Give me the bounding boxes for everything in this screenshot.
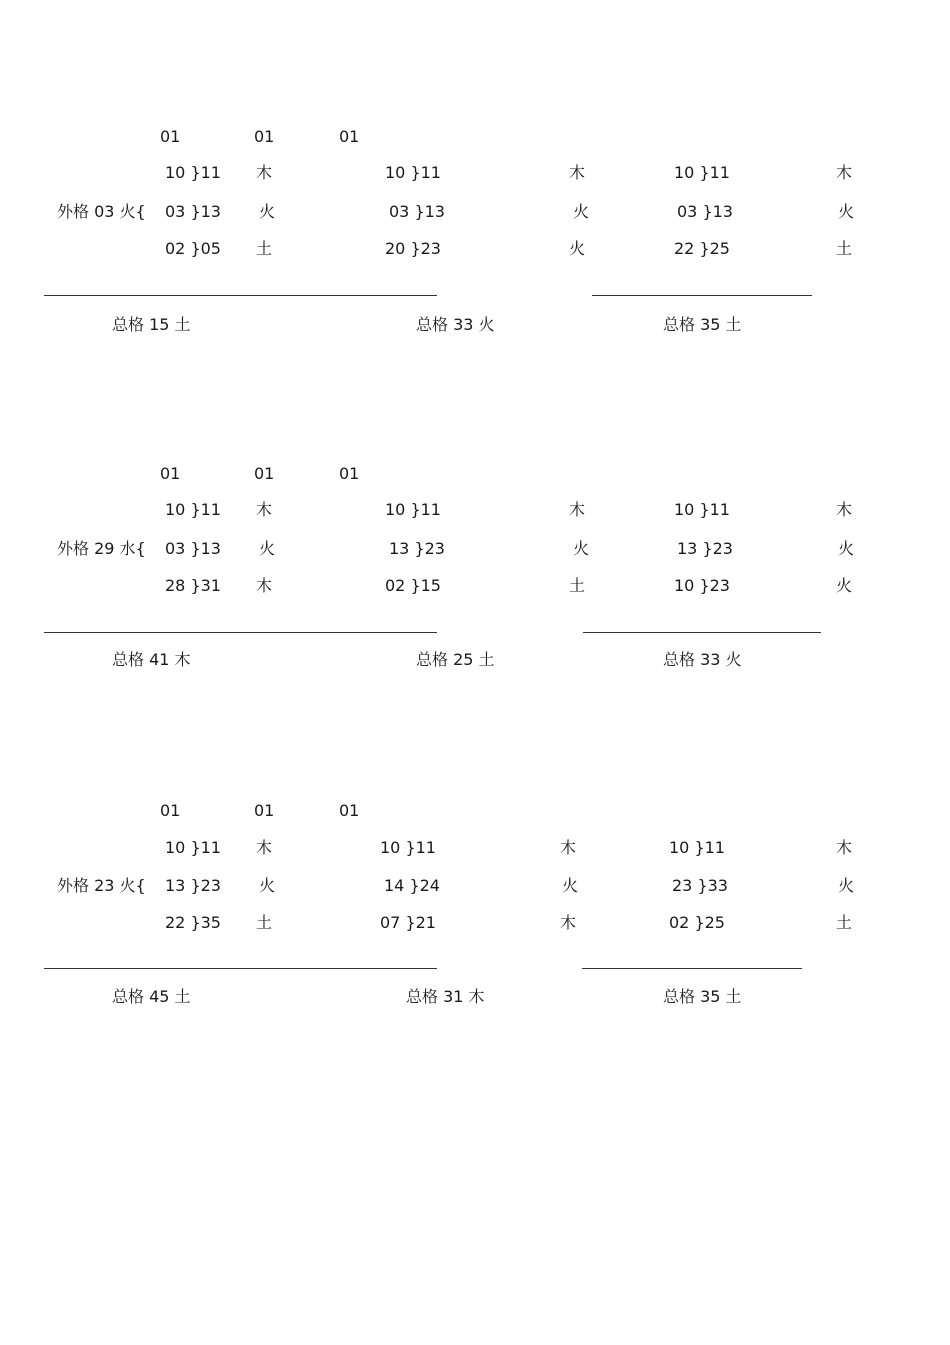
name-analysis-block-2	[0, 462, 950, 702]
col2-element-1: 木	[569, 500, 586, 519]
col3-element-2: 火	[838, 539, 855, 558]
col2-row-3: 02 }15	[385, 576, 441, 595]
col1-row-2: 03 }13	[165, 539, 221, 558]
col3-element-1: 木	[836, 838, 853, 857]
col3-row-3: 10 }23	[674, 576, 730, 595]
col1-row-2: 03 }13	[165, 202, 221, 221]
outer-grid-label: 外格 23 火{	[57, 876, 146, 895]
col2-row-3: 07 }21	[380, 913, 436, 932]
col3-row-2: 03 }13	[677, 202, 733, 221]
total-grid-1: 总格 41 木	[112, 650, 191, 669]
col3-row-2: 13 }23	[677, 539, 733, 558]
total-grid-2: 总格 33 火	[416, 315, 495, 334]
col1-element-2: 火	[259, 202, 276, 221]
col1-row-2: 13 }23	[165, 876, 221, 895]
col2-element-3: 火	[569, 239, 586, 258]
col1-row-3: 22 }35	[165, 913, 221, 932]
col1-element-2: 火	[259, 876, 276, 895]
head-number-2: 01	[254, 127, 275, 146]
total-grid-3: 总格 35 土	[663, 315, 742, 334]
divider-right	[583, 632, 821, 633]
col3-row-3: 22 }25	[674, 239, 730, 258]
col2-element-2: 火	[573, 202, 590, 221]
col2-element-2: 火	[562, 876, 579, 895]
total-grid-2: 总格 31 木	[406, 987, 485, 1006]
col2-row-2: 03 }13	[389, 202, 445, 221]
col2-element-2: 火	[573, 539, 590, 558]
col3-element-3: 火	[836, 576, 853, 595]
head-number-1: 01	[160, 127, 181, 146]
col1-row-1: 10 }11	[165, 838, 221, 857]
col2-element-1: 木	[560, 838, 577, 857]
total-grid-1: 总格 45 土	[112, 987, 191, 1006]
name-analysis-block-3	[0, 799, 950, 1039]
col1-element-2: 火	[259, 539, 276, 558]
col2-row-1: 10 }11	[385, 500, 441, 519]
col2-row-3: 20 }23	[385, 239, 441, 258]
col1-row-1: 10 }11	[165, 500, 221, 519]
divider-left	[44, 295, 437, 296]
col2-element-1: 木	[569, 163, 586, 182]
col1-row-3: 28 }31	[165, 576, 221, 595]
total-grid-1: 总格 15 土	[112, 315, 191, 334]
col2-element-3: 土	[569, 576, 586, 595]
col1-row-3: 02 }05	[165, 239, 221, 258]
col3-element-1: 木	[836, 500, 853, 519]
total-grid-2: 总格 25 土	[416, 650, 495, 669]
col3-row-3: 02 }25	[669, 913, 725, 932]
outer-grid-label: 外格 03 火{	[57, 202, 146, 221]
col1-row-1: 10 }11	[165, 163, 221, 182]
col3-row-1: 10 }11	[674, 163, 730, 182]
total-grid-3: 总格 35 土	[663, 987, 742, 1006]
name-analysis-block-1	[0, 125, 950, 365]
col3-element-3: 土	[836, 913, 853, 932]
col3-element-2: 火	[838, 202, 855, 221]
col2-row-1: 10 }11	[385, 163, 441, 182]
head-number-3: 01	[339, 801, 360, 820]
head-number-1: 01	[160, 801, 181, 820]
total-grid-3: 总格 33 火	[663, 650, 742, 669]
col1-element-1: 木	[256, 500, 273, 519]
divider-left	[44, 968, 437, 969]
col1-element-1: 木	[256, 838, 273, 857]
col3-row-1: 10 }11	[669, 838, 725, 857]
col1-element-3: 土	[256, 239, 273, 258]
head-number-2: 01	[254, 801, 275, 820]
col1-element-3: 土	[256, 913, 273, 932]
col2-row-2: 14 }24	[384, 876, 440, 895]
col3-row-1: 10 }11	[674, 500, 730, 519]
divider-left	[44, 632, 437, 633]
col2-element-3: 木	[560, 913, 577, 932]
col3-element-2: 火	[838, 876, 855, 895]
head-number-1: 01	[160, 464, 181, 483]
head-number-3: 01	[339, 464, 360, 483]
divider-right	[592, 295, 812, 296]
col2-row-2: 13 }23	[389, 539, 445, 558]
col3-element-1: 木	[836, 163, 853, 182]
head-number-2: 01	[254, 464, 275, 483]
outer-grid-label: 外格 29 水{	[57, 539, 146, 558]
col1-element-3: 木	[256, 576, 273, 595]
col2-row-1: 10 }11	[380, 838, 436, 857]
head-number-3: 01	[339, 127, 360, 146]
col3-element-3: 土	[836, 239, 853, 258]
col1-element-1: 木	[256, 163, 273, 182]
divider-right	[582, 968, 802, 969]
col3-row-2: 23 }33	[672, 876, 728, 895]
